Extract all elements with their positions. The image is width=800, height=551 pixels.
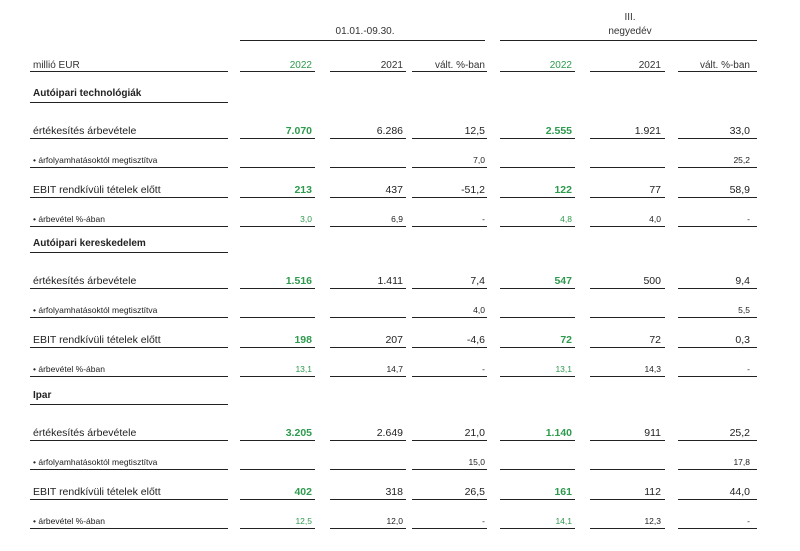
cell-rule <box>240 317 315 318</box>
column-header-rule <box>330 71 406 72</box>
cell-rule <box>678 499 757 500</box>
table-cell: 25,2 <box>729 427 750 439</box>
cell-rule <box>412 288 487 289</box>
row-rule <box>30 528 228 529</box>
unit-rule <box>30 71 228 72</box>
column-header-1: 2021 <box>380 60 403 71</box>
table-cell: 12,5 <box>464 125 485 137</box>
table-cell: 21,0 <box>464 427 485 439</box>
table-cell: 1.921 <box>634 125 661 137</box>
period-label: 01.01.-09.30. <box>335 26 395 37</box>
cell-rule <box>678 376 757 377</box>
cell-rule <box>678 469 757 470</box>
table-cell: - <box>747 214 750 224</box>
table-cell: 1.411 <box>377 275 403 287</box>
cell-rule <box>500 167 575 168</box>
cell-rule <box>590 226 665 227</box>
table-cell: 161 <box>554 486 572 498</box>
cell-rule <box>412 138 487 139</box>
section-title-rule <box>30 404 228 405</box>
cell-rule <box>590 138 665 139</box>
cell-rule <box>500 226 575 227</box>
row-rule <box>30 197 228 198</box>
cell-rule <box>500 469 575 470</box>
cell-rule <box>412 347 487 348</box>
section-title: Ipar <box>33 390 52 401</box>
column-header-4: 2021 <box>638 60 661 71</box>
table-cell: 26,5 <box>464 486 485 498</box>
table-cell: 77 <box>649 184 661 196</box>
table-cell: 58,9 <box>729 184 750 196</box>
row-label: értékesítés árbevétele <box>33 427 137 439</box>
row-label: • árfolyamhatásoktól megtisztítva <box>33 457 158 467</box>
cell-rule <box>330 376 406 377</box>
cell-rule <box>678 167 757 168</box>
unit-label: millió EUR <box>33 60 80 71</box>
cell-rule <box>590 440 665 441</box>
cell-rule <box>412 317 487 318</box>
table-cell: 207 <box>385 334 403 346</box>
table-cell: - <box>747 516 750 526</box>
table-cell: 44,0 <box>729 486 750 498</box>
row-label: EBIT rendkívüli tételek előtt <box>33 334 161 346</box>
cell-rule <box>330 138 406 139</box>
cell-rule <box>678 347 757 348</box>
section-title: Autóipari technológiák <box>33 88 142 99</box>
row-label: • árbevétel %-ában <box>33 516 105 526</box>
cell-rule <box>240 197 315 198</box>
cell-rule <box>240 499 315 500</box>
period-rule <box>240 40 485 41</box>
cell-rule <box>678 138 757 139</box>
cell-rule <box>590 499 665 500</box>
column-header-0: 2022 <box>289 60 312 71</box>
column-header-rule <box>500 71 575 72</box>
quarter-label-line2: negyedév <box>608 26 652 37</box>
table-cell: 437 <box>385 184 403 196</box>
column-header-3: 2022 <box>549 60 572 71</box>
row-label: EBIT rendkívüli tételek előtt <box>33 486 161 498</box>
cell-rule <box>590 317 665 318</box>
table-cell: 14,3 <box>644 364 661 374</box>
table-cell: 72 <box>560 334 572 346</box>
cell-rule <box>678 440 757 441</box>
table-cell: - <box>747 364 750 374</box>
cell-rule <box>500 440 575 441</box>
cell-rule <box>412 167 487 168</box>
column-header-5: vált. %-ban <box>699 60 750 71</box>
table-cell: 213 <box>294 184 312 196</box>
cell-rule <box>500 197 575 198</box>
table-cell: 547 <box>554 275 572 287</box>
cell-rule <box>240 288 315 289</box>
table-cell: 4,0 <box>649 214 661 224</box>
cell-rule <box>412 469 487 470</box>
row-rule <box>30 288 228 289</box>
cell-rule <box>500 376 575 377</box>
cell-rule <box>500 317 575 318</box>
table-cell: 3.205 <box>285 427 312 439</box>
cell-rule <box>240 347 315 348</box>
row-rule <box>30 138 228 139</box>
cell-rule <box>330 528 406 529</box>
column-header-rule <box>412 71 487 72</box>
cell-rule <box>330 197 406 198</box>
table-cell: -4,6 <box>466 334 485 346</box>
column-header-2: vált. %-ban <box>434 60 485 71</box>
cell-rule <box>330 317 406 318</box>
cell-rule <box>330 167 406 168</box>
row-label: • árfolyamhatásoktól megtisztítva <box>33 305 158 315</box>
table-cell: 7,0 <box>473 155 485 165</box>
cell-rule <box>590 528 665 529</box>
row-label: • árfolyamhatásoktól megtisztítva <box>33 155 158 165</box>
cell-rule <box>678 317 757 318</box>
table-cell: 13,1 <box>295 364 312 374</box>
table-cell: 12,3 <box>644 516 661 526</box>
row-label: értékesítés árbevétele <box>33 275 137 287</box>
table-cell: 122 <box>554 184 572 196</box>
cell-rule <box>330 347 406 348</box>
cell-rule <box>678 288 757 289</box>
cell-rule <box>330 499 406 500</box>
table-cell: 318 <box>385 486 403 498</box>
quarter-label-line1: III. <box>624 12 636 23</box>
table-cell: 72 <box>649 334 661 346</box>
cell-rule <box>412 440 487 441</box>
table-cell: 1.516 <box>285 275 312 287</box>
section-title-rule <box>30 102 228 103</box>
table-cell: 14,7 <box>386 364 403 374</box>
cell-rule <box>590 376 665 377</box>
cell-rule <box>240 440 315 441</box>
cell-rule <box>590 197 665 198</box>
cell-rule <box>240 167 315 168</box>
row-rule <box>30 317 228 318</box>
table-cell: 12,0 <box>386 516 403 526</box>
cell-rule <box>240 226 315 227</box>
section-title-rule <box>30 252 228 253</box>
table-cell: 112 <box>644 486 661 498</box>
table-cell: 15,0 <box>468 457 485 467</box>
table-cell: - <box>482 516 485 526</box>
cell-rule <box>330 288 406 289</box>
cell-rule <box>500 288 575 289</box>
table-cell: 1.140 <box>545 427 572 439</box>
cell-rule <box>500 528 575 529</box>
row-label: • árbevétel %-ában <box>33 214 105 224</box>
cell-rule <box>590 469 665 470</box>
cell-rule <box>500 499 575 500</box>
table-cell: 198 <box>294 334 312 346</box>
row-rule <box>30 499 228 500</box>
row-rule <box>30 376 228 377</box>
column-header-rule <box>240 71 315 72</box>
cell-rule <box>412 197 487 198</box>
row-label: EBIT rendkívüli tételek előtt <box>33 184 161 196</box>
row-rule <box>30 469 228 470</box>
cell-rule <box>678 197 757 198</box>
cell-rule <box>412 376 487 377</box>
cell-rule <box>590 347 665 348</box>
table-cell: 5,5 <box>738 305 750 315</box>
table-cell: -51,2 <box>461 184 485 196</box>
table-cell: 12,5 <box>295 516 312 526</box>
cell-rule <box>412 499 487 500</box>
cell-rule <box>412 226 487 227</box>
cell-rule <box>240 528 315 529</box>
table-cell: 9,4 <box>735 275 750 287</box>
cell-rule <box>500 138 575 139</box>
table-cell: 2.555 <box>545 125 572 137</box>
row-rule <box>30 440 228 441</box>
table-cell: 911 <box>644 427 661 439</box>
cell-rule <box>330 440 406 441</box>
row-label: értékesítés árbevétele <box>33 125 137 137</box>
table-cell: - <box>482 214 485 224</box>
row-rule <box>30 167 228 168</box>
cell-rule <box>330 226 406 227</box>
cell-rule <box>240 469 315 470</box>
table-cell: 7.070 <box>285 125 312 137</box>
cell-rule <box>590 167 665 168</box>
table-cell: 4,0 <box>473 305 485 315</box>
table-cell: 2.649 <box>376 427 403 439</box>
table-cell: 17,8 <box>733 457 750 467</box>
table-cell: 13,1 <box>555 364 572 374</box>
cell-rule <box>330 469 406 470</box>
table-cell: - <box>482 364 485 374</box>
cell-rule <box>678 226 757 227</box>
quarter-rule <box>500 40 757 41</box>
table-cell: 4,8 <box>560 214 572 224</box>
table-cell: 402 <box>294 486 312 498</box>
table-cell: 25,2 <box>733 155 750 165</box>
cell-rule <box>240 376 315 377</box>
row-rule <box>30 347 228 348</box>
table-cell: 14,1 <box>555 516 572 526</box>
table-cell: 3,0 <box>300 214 312 224</box>
table-cell: 0,3 <box>735 334 750 346</box>
cell-rule <box>678 528 757 529</box>
cell-rule <box>240 138 315 139</box>
table-cell: 33,0 <box>729 125 750 137</box>
table-cell: 500 <box>643 275 661 287</box>
row-rule <box>30 226 228 227</box>
column-header-rule <box>590 71 665 72</box>
section-title: Autóipari kereskedelem <box>33 238 146 249</box>
table-cell: 6.286 <box>376 125 403 137</box>
row-label: • árbevétel %-ában <box>33 364 105 374</box>
column-header-rule <box>678 71 757 72</box>
table-cell: 7,4 <box>470 275 485 287</box>
table-cell: 6,9 <box>391 214 403 224</box>
cell-rule <box>590 288 665 289</box>
cell-rule <box>412 528 487 529</box>
cell-rule <box>500 347 575 348</box>
